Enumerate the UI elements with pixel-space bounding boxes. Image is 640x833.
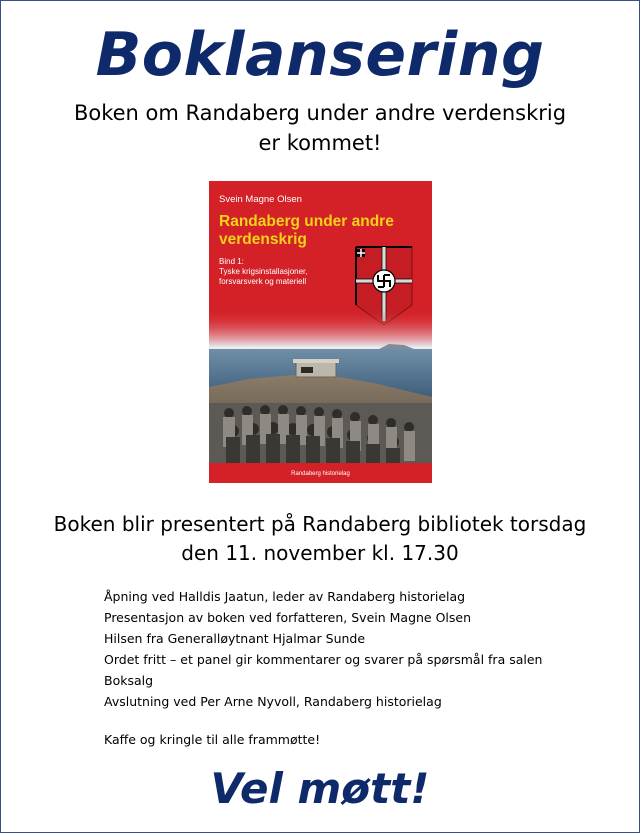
program-item: Ordet fritt – et panel gir kommentarer og svarer på spørsmål fra salen	[104, 652, 543, 667]
cover-volume-line: Tyske krigsinstallasjoner,	[219, 267, 308, 276]
cover-title-line: verdenskrig	[219, 231, 307, 248]
event-line: Boken blir presentert på Randaberg bibliotek torsdag	[53, 512, 587, 536]
subtitle-line: Boken om Randaberg under andre verdenskrig	[73, 101, 567, 125]
program-list	[104, 586, 542, 712]
program-item: Åpning ved Halldis Jaatun, leder av Randaberg historielag	[104, 589, 466, 604]
event-info	[1, 510, 639, 568]
poster-title: Boklansering	[95, 20, 545, 90]
cover-volume-line: Bind 1:	[219, 257, 244, 266]
closing-greeting: Vel møtt!	[210, 764, 430, 813]
cover-volume	[219, 257, 307, 287]
event-line: den 11. november kl. 17.30	[181, 541, 459, 565]
cover-volume-line: forsvarsverk og materiell	[219, 277, 307, 286]
poster-subtitle	[1, 98, 639, 158]
cover-publisher: Randaberg historielag	[291, 471, 350, 477]
program-item: Avslutning ved Per Arne Nyvoll, Randaberg historielag	[104, 694, 442, 709]
program-item: Hilsen fra Generalløytnant Hjalmar Sunde	[104, 631, 366, 646]
cover-photo	[209, 309, 432, 463]
book-cover	[209, 181, 432, 483]
cover-title	[219, 213, 394, 249]
refreshments-note: Kaffe og kringle til alle frammøtte!	[104, 732, 321, 747]
program-item: Presentasjon av boken ved forfatteren, Svein Magne Olsen	[104, 610, 472, 625]
subtitle-line: er kommet!	[258, 131, 382, 155]
cover-author: Svein Magne Olsen	[219, 194, 302, 205]
cover-title-line: Randaberg under andre	[219, 213, 394, 230]
program-item: Boksalg	[104, 673, 154, 688]
